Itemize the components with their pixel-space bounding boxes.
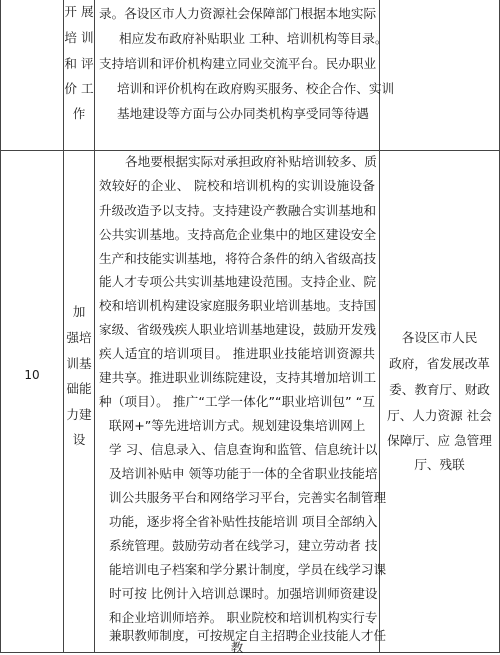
department-line: 各设区市人民 [401, 330, 478, 345]
content-line: 校和培训机构建设家庭服务职业培训基地。支持国 [99, 298, 377, 313]
table-row [0, 151, 500, 655]
row-department-cell [380, 151, 499, 652]
title-line: 训基 [66, 356, 92, 371]
content-line: 及培训补贴申 领等功能于一体的全省职业技能培 [109, 466, 378, 481]
content-line: 种（项目）。 推广“工学一体化”“职业培训包” “互 [99, 394, 375, 409]
content-line: 支持培训和评价机构建立同业交流平台。民办职业 [99, 56, 377, 71]
content-line: 效较好的企业、 院校和培训机构的实训设施设备 [99, 178, 375, 193]
content-line: 和企业培训师培养。 职业院校和培训机构实行专 [109, 610, 378, 625]
row-number: 10 [24, 368, 40, 382]
content-line: 升级改造予以支持。支持建设产教融合实训基地和 [99, 203, 377, 218]
row-title-cell [64, 151, 94, 652]
content-line: 功能，逐步将全省补贴性技能培训 项目全部纳入 [109, 514, 378, 529]
content-line: 培训和评价机构在政府购买服务、校企合作、实训 [117, 81, 395, 96]
table-row [0, 0, 500, 150]
title-line: 础能 [66, 381, 92, 396]
row-title-cell [64, 0, 94, 150]
title-line: 价 工 [64, 81, 94, 96]
department-line: 厅、残联 [414, 457, 465, 472]
content-line: 兼职教师制度，可按规定自主招聘企业技能人才任 [109, 628, 387, 643]
content-line: 录。各设区市人力资源社会保障部门根据本地实际 [99, 6, 377, 21]
content-line: 教 [230, 640, 244, 655]
row-content-cell [95, 0, 395, 150]
title-line: 强培 [66, 330, 92, 345]
title-line: 开 展 [64, 4, 94, 19]
content-line: 生产和技能实训基地，将符合条件的纳入省级高技 [99, 251, 377, 266]
content-line: 建共享。推进职业训练院建设，支持其增加培训工 [99, 370, 377, 385]
department-line: 政府，省发展改革 [389, 356, 490, 371]
title-line: 培 训 [64, 30, 94, 45]
title-line: 加 [72, 304, 86, 319]
content-line: 公共实训基地。支持高危企业集中的地区建设安全 [99, 227, 377, 242]
content-line: 各地要根据实际对承担政府补贴培训较多、质 [125, 154, 377, 169]
row-content-cell [95, 151, 387, 655]
content-line: 能人才专项公共实训基地建设范围。支持企业、院 [99, 274, 377, 289]
department-line: 委、教育厅、财政 [389, 382, 490, 397]
content-line: 时可按 比例计入培训总课时。加强培训师资建设 [109, 586, 378, 601]
content-line: 基地建设等方面与公办同类机构享受同等待遇 [117, 106, 369, 121]
content-line: 联网+”等先进培训方式。规划建设集培训网上 [109, 418, 366, 433]
title-line: 作 [72, 106, 86, 121]
content-line: 相应发布政府补贴职业 工种、培训机构等目录。 [119, 31, 388, 46]
content-line: 能培训电子档案和学分累计制度，学员在线学习课 [109, 562, 387, 577]
department-line: 厅、人力资源 社会 [387, 408, 492, 423]
content-line: 训公共服务平台和网络学习平台，完善实名制管理 [109, 490, 387, 505]
title-line: 力建 [66, 407, 92, 422]
title-line: 设 [72, 432, 86, 447]
content-line: 系统管理。鼓励劳动者在线学习，建立劳动者 技 [109, 538, 378, 553]
content-line: 疾人适宜的培训项目。 推进职业技能培训资源共 [99, 346, 375, 361]
content-line: 学 习、信息录入、信息查询和监管、信息统计以 [109, 442, 378, 457]
content-line: 家级、省级残疾人职业培训基地建设，鼓励开发残 [99, 322, 377, 337]
title-line: 和 评 [64, 56, 94, 71]
department-line: 保障厅、应 急管理 [387, 433, 492, 448]
